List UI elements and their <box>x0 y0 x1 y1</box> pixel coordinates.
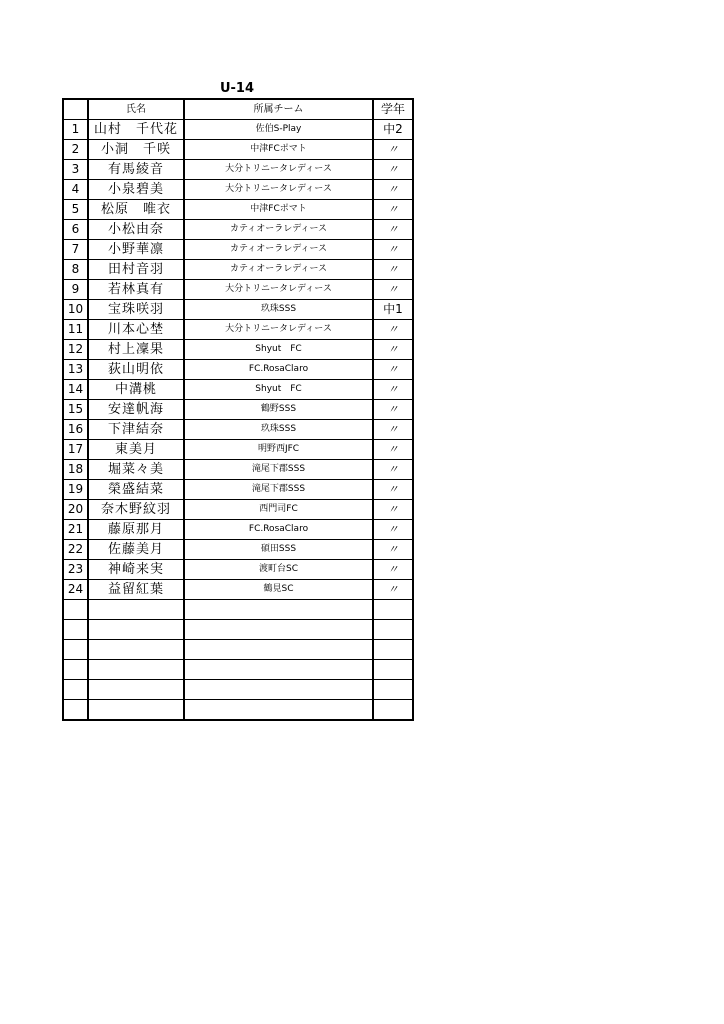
table-row <box>63 520 413 540</box>
player-name: 下津結奈 <box>88 420 184 440</box>
table-row <box>63 300 413 320</box>
player-name: 有馬綾音 <box>88 160 184 180</box>
table-row <box>63 260 413 280</box>
empty-cell <box>184 620 373 640</box>
empty-cell <box>63 620 88 640</box>
grade: 〃 <box>373 540 413 560</box>
header-grade: 学年 <box>373 99 413 120</box>
empty-cell <box>88 680 184 700</box>
empty-row <box>63 660 413 680</box>
player-name: 榮盛結菜 <box>88 480 184 500</box>
team-name: カティオーラレディース <box>184 220 373 240</box>
grade: 〃 <box>373 340 413 360</box>
empty-cell <box>373 640 413 660</box>
table-row <box>63 200 413 220</box>
empty-cell <box>373 660 413 680</box>
table-row <box>63 460 413 480</box>
grade: 〃 <box>373 220 413 240</box>
header-name: 氏名 <box>88 99 184 120</box>
player-name: 小洞 千咲 <box>88 140 184 160</box>
table-row <box>63 140 413 160</box>
empty-cell <box>184 660 373 680</box>
team-name: 滝尾下郡SSS <box>184 460 373 480</box>
empty-cell <box>184 700 373 721</box>
empty-row <box>63 680 413 700</box>
player-name: 安達帆海 <box>88 400 184 420</box>
table-row <box>63 340 413 360</box>
player-name: 小泉碧美 <box>88 180 184 200</box>
grade: 中1 <box>373 300 413 320</box>
row-number: 12 <box>63 340 88 360</box>
grade: 〃 <box>373 280 413 300</box>
row-number: 9 <box>63 280 88 300</box>
team-name: 鶴野SSS <box>184 400 373 420</box>
grade: 〃 <box>373 520 413 540</box>
row-number: 3 <box>63 160 88 180</box>
empty-cell <box>63 640 88 660</box>
table-row <box>63 180 413 200</box>
row-number: 24 <box>63 580 88 600</box>
team-name: 中津FCポマト <box>184 140 373 160</box>
header-number <box>63 99 88 120</box>
row-number: 17 <box>63 440 88 460</box>
team-name: 鶴見SC <box>184 580 373 600</box>
table-row <box>63 480 413 500</box>
player-name: 堀菜々美 <box>88 460 184 480</box>
grade: 〃 <box>373 200 413 220</box>
table-row <box>63 240 413 260</box>
grade: 〃 <box>373 360 413 380</box>
table-row <box>63 120 413 140</box>
grade: 中2 <box>373 120 413 140</box>
player-name: 山村 千代花 <box>88 120 184 140</box>
empty-cell <box>88 700 184 721</box>
grade: 〃 <box>373 400 413 420</box>
table-row <box>63 220 413 240</box>
roster-table <box>62 98 414 721</box>
grade: 〃 <box>373 260 413 280</box>
empty-cell <box>184 680 373 700</box>
row-number: 1 <box>63 120 88 140</box>
table-row <box>63 360 413 380</box>
team-name: 玖珠SSS <box>184 420 373 440</box>
team-name: 渡町台SC <box>184 560 373 580</box>
grade: 〃 <box>373 160 413 180</box>
team-name: 大分トリニータレディース <box>184 320 373 340</box>
grade: 〃 <box>373 180 413 200</box>
player-name: 村上凜果 <box>88 340 184 360</box>
player-name: 東美月 <box>88 440 184 460</box>
team-name: FC.RosaClaro <box>184 360 373 380</box>
table-row <box>63 420 413 440</box>
team-name: FC.RosaClaro <box>184 520 373 540</box>
player-name: 田村音羽 <box>88 260 184 280</box>
grade: 〃 <box>373 380 413 400</box>
empty-row <box>63 600 413 620</box>
player-name: 荻山明依 <box>88 360 184 380</box>
row-number: 16 <box>63 420 88 440</box>
player-name: 佐藤美月 <box>88 540 184 560</box>
row-number: 4 <box>63 180 88 200</box>
row-number: 20 <box>63 500 88 520</box>
team-name: 大分トリニータレディース <box>184 180 373 200</box>
row-number: 8 <box>63 260 88 280</box>
player-name: 小松由奈 <box>88 220 184 240</box>
table-row <box>63 560 413 580</box>
table-row <box>63 500 413 520</box>
empty-cell <box>184 600 373 620</box>
team-name: 中津FCポマト <box>184 200 373 220</box>
team-name: 大分トリニータレディース <box>184 160 373 180</box>
empty-row <box>63 700 413 721</box>
empty-cell <box>373 680 413 700</box>
table-row <box>63 380 413 400</box>
empty-cell <box>88 640 184 660</box>
team-name: 碩田SSS <box>184 540 373 560</box>
team-name: 佐伯S-Play <box>184 120 373 140</box>
grade: 〃 <box>373 480 413 500</box>
table-row <box>63 400 413 420</box>
header-row <box>63 99 413 120</box>
grade: 〃 <box>373 460 413 480</box>
empty-cell <box>184 640 373 660</box>
player-name: 藤原那月 <box>88 520 184 540</box>
empty-cell <box>88 660 184 680</box>
page-title: U-14 <box>219 81 255 96</box>
grade: 〃 <box>373 140 413 160</box>
grade: 〃 <box>373 440 413 460</box>
table-row <box>63 440 413 460</box>
row-number: 11 <box>63 320 88 340</box>
grade: 〃 <box>373 580 413 600</box>
table-row <box>63 280 413 300</box>
table-row <box>63 580 413 600</box>
row-number: 15 <box>63 400 88 420</box>
team-name: カティオーラレディース <box>184 240 373 260</box>
empty-row <box>63 640 413 660</box>
roster-body <box>63 120 413 721</box>
team-name: 西門司FC <box>184 500 373 520</box>
empty-cell <box>63 700 88 721</box>
header-team: 所属チーム <box>184 99 373 120</box>
row-number: 19 <box>63 480 88 500</box>
grade: 〃 <box>373 240 413 260</box>
row-number: 21 <box>63 520 88 540</box>
team-name: カティオーラレディース <box>184 260 373 280</box>
player-name: 中溝桃 <box>88 380 184 400</box>
team-name: 玖珠SSS <box>184 300 373 320</box>
row-number: 7 <box>63 240 88 260</box>
row-number: 14 <box>63 380 88 400</box>
row-number: 18 <box>63 460 88 480</box>
player-name: 小野華凛 <box>88 240 184 260</box>
player-name: 益留紅葉 <box>88 580 184 600</box>
grade: 〃 <box>373 320 413 340</box>
grade: 〃 <box>373 560 413 580</box>
team-name: Shyut FC <box>184 380 373 400</box>
player-name: 川本心埜 <box>88 320 184 340</box>
row-number: 2 <box>63 140 88 160</box>
table-row <box>63 320 413 340</box>
player-name: 神崎来実 <box>88 560 184 580</box>
empty-cell <box>63 680 88 700</box>
row-number: 5 <box>63 200 88 220</box>
empty-cell <box>373 620 413 640</box>
team-name: 大分トリニータレディース <box>184 280 373 300</box>
empty-cell <box>373 600 413 620</box>
empty-row <box>63 620 413 640</box>
row-number: 13 <box>63 360 88 380</box>
team-name: 滝尾下郡SSS <box>184 480 373 500</box>
player-name: 奈木野紋羽 <box>88 500 184 520</box>
row-number: 10 <box>63 300 88 320</box>
empty-cell <box>373 700 413 721</box>
grade: 〃 <box>373 500 413 520</box>
row-number: 22 <box>63 540 88 560</box>
player-name: 松原 唯衣 <box>88 200 184 220</box>
table-row <box>63 160 413 180</box>
empty-cell <box>88 620 184 640</box>
empty-cell <box>88 600 184 620</box>
player-name: 若林真有 <box>88 280 184 300</box>
player-name: 宝珠咲羽 <box>88 300 184 320</box>
empty-cell <box>63 600 88 620</box>
table-row <box>63 540 413 560</box>
team-name: Shyut FC <box>184 340 373 360</box>
row-number: 23 <box>63 560 88 580</box>
grade: 〃 <box>373 420 413 440</box>
empty-cell <box>63 660 88 680</box>
team-name: 明野西JFC <box>184 440 373 460</box>
row-number: 6 <box>63 220 88 240</box>
